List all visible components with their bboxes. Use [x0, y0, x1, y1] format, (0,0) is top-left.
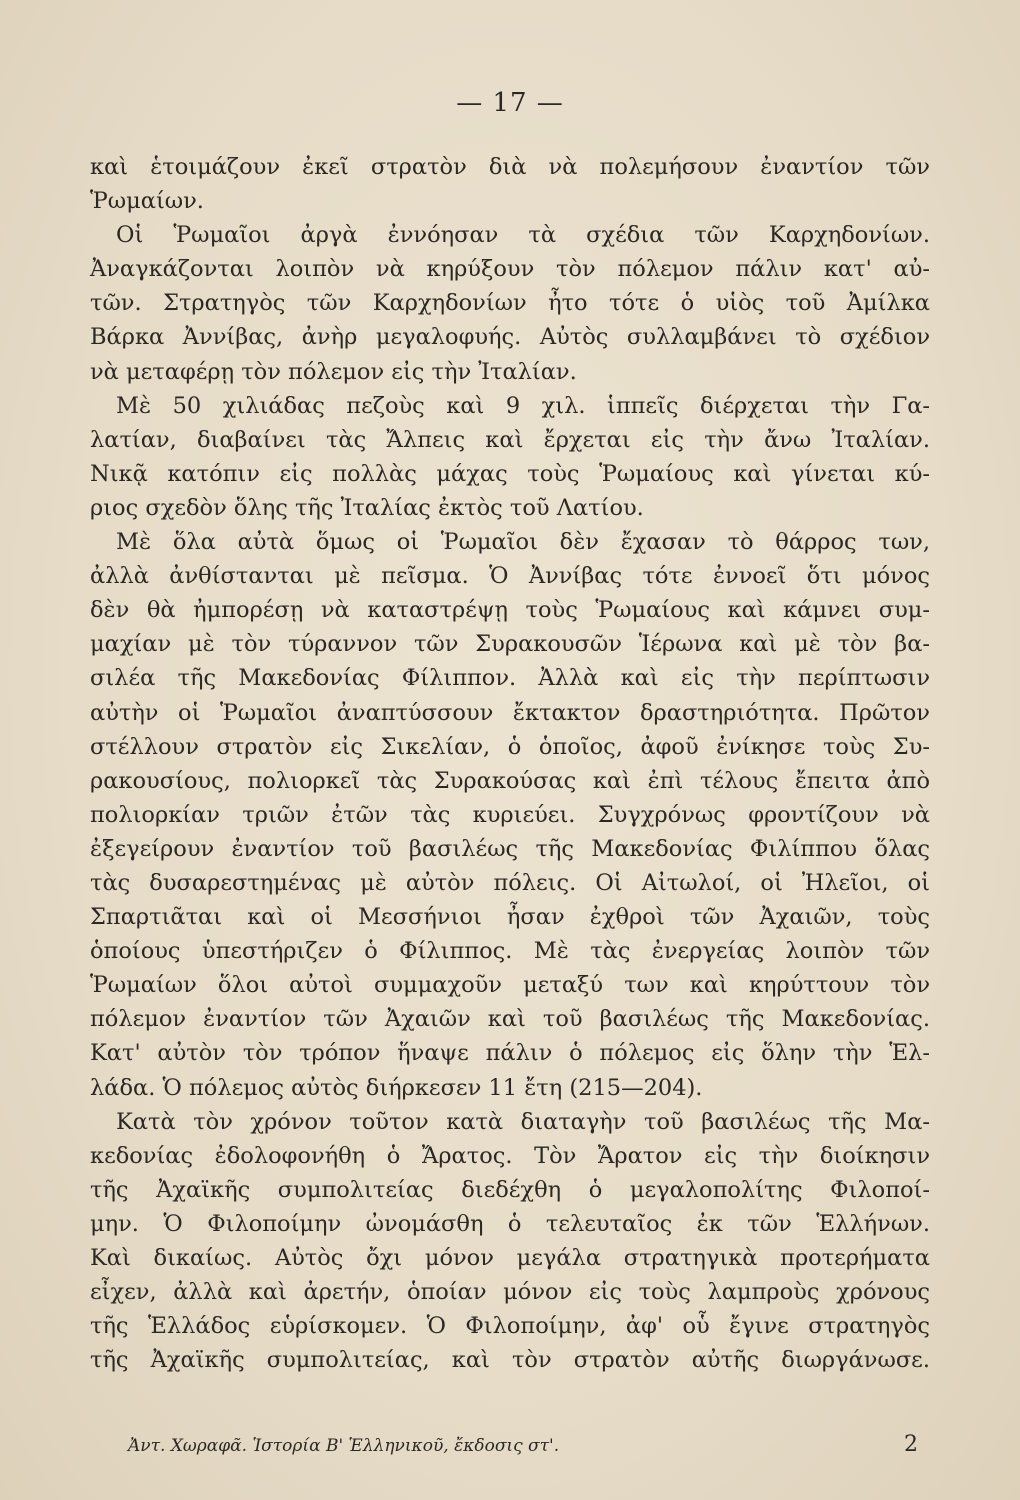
text-line: μαχίαν μὲ τὸν τύραννον τῶν Συρακουσῶν Ἱέρωνα καὶ μὲ τὸν βα-	[90, 631, 930, 658]
text-line: εἶχεν, ἀλλὰ καὶ ἀρετήν, ὁποίαν μόνον εἰς τοὺς λαμπροὺς χρόνους	[90, 1279, 930, 1306]
text-line: τὰς δυσαρεστημένας μὲ αὐτὸν πόλεις. Οἱ Αἰτωλοί, οἱ Ἠλεῖοι, οἱ	[90, 869, 930, 896]
text-line: Ἀναγκάζονται λοιπὸν νὰ κηρύξουν τὸν πόλεμον πάλιν κατ' αὐ-	[90, 256, 930, 283]
text-line: τῆς Ἀχαϊκῆς συμπολιτείας, καὶ τὸν στρατὸν αὐτῆς διωργάνωσε.	[90, 1347, 930, 1374]
text-line: σιλέα τῆς Μακεδονίας Φίλιππον. Ἀλλὰ καὶ εἰς τὴν περίπτωσιν	[90, 665, 930, 692]
text-line: λάδα. Ὁ πόλεμος αὐτὸς διήρκεσεν 11 ἔτη (215—204).	[90, 1074, 703, 1101]
text-line: τῶν. Στρατηγὸς τῶν Καρχηδονίων ἦτο τότε ὁ υἱὸς τοῦ Ἀμίλκα	[90, 290, 930, 317]
text-line: τῆς Ἀχαϊκῆς συμπολιτείας διεδέχθη ὁ μεγαλοπολίτης Φιλοποί-	[90, 1176, 930, 1203]
page-footer	[128, 1432, 918, 1457]
text-line: λατίαν, διαβαίνει τὰς Ἄλπεις καὶ ἔρχεται εἰς τὴν ἄνω Ἰταλίαν.	[90, 426, 930, 453]
text-line: ἐξεγείρουν ἐναντίον τοῦ βασιλέως τῆς Μακεδονίας Φιλίππου ὅλας	[90, 835, 930, 862]
text-line: Βάρκα Ἀννίβας, ἀνὴρ μεγαλοφυής. Αὐτὸς συλλαμβάνει τὸ σχέδιον	[90, 324, 930, 351]
text-line: στέλλουν στρατὸν εἰς Σικελίαν, ὁ ὁποῖος, ἀφοῦ ἐνίκησε τοὺς Συ-	[90, 733, 930, 760]
text-line: Μὲ 50 χιλιάδας πεζοὺς καὶ 9 χιλ. ἱππεῖς διέρχεται τὴν Γα-	[116, 392, 930, 419]
signature-mark: 2	[904, 1432, 918, 1457]
text-line: Οἱ Ῥωμαῖοι ἀργὰ ἐννόησαν τὰ σχέδια τῶν Καρχηδονίων.	[116, 222, 930, 249]
text-line: Σπαρτιᾶται καὶ οἱ Μεσσήνιοι ἦσαν ἐχθροὶ τῶν Ἀχαιῶν, τοὺς	[90, 904, 930, 931]
text-line: δὲν θὰ ἠμπορέσῃ νὰ καταστρέψῃ τοὺς Ῥωμαίους καὶ κάμνει συμ-	[90, 597, 930, 624]
text-line: τῆς Ἑλλάδος εὑρίσκομεν. Ὁ Φιλοποίμην, ἀφ' οὗ ἔγινε στρατηγὸς	[90, 1313, 930, 1340]
text-line: Ῥωμαίων.	[90, 188, 204, 215]
text-line: αὐτὴν οἱ Ῥωμαῖοι ἀναπτύσσουν ἔκτακτον δραστηριότητα. Πρῶτον	[90, 699, 930, 726]
text-line: Κατὰ τὸν χρόνον τοῦτον κατὰ διαταγὴν τοῦ βασιλέως τῆς Μα-	[116, 1108, 930, 1135]
text-line: Ῥωμαίων ὅλοι αὐτοὶ συμμαχοῦν μεταξύ των καὶ κηρύττουν τὸν	[90, 972, 930, 999]
text-line: ρακουσίους, πολιορκεῖ τὰς Συρακούσας καὶ ἐπὶ τέλους ἔπειτα ἀπὸ	[90, 767, 930, 794]
body-text	[90, 150, 930, 1377]
text-line: Κατ' αὐτὸν τὸν τρόπον ἥναψε πάλιν ὁ πόλεμος εἰς ὅλην τὴν Ἑλ-	[90, 1040, 930, 1067]
text-line: Μὲ ὅλα αὐτὰ ὅμως οἱ Ῥωμαῖοι δὲν ἔχασαν τὸ θάρρος των,	[116, 529, 930, 556]
text-line: ἀλλὰ ἀνθίστανται μὲ πεῖσμα. Ὁ Ἀννίβας τότε ἐννοεῖ ὅτι μόνος	[90, 563, 930, 590]
text-line: μην. Ὁ Φιλοποίμην ὠνομάσθη ὁ τελευταῖος ἐκ τῶν Ἑλλήνων.	[90, 1210, 930, 1237]
text-line: ριος σχεδὸν ὅλης τῆς Ἰταλίας ἐκτὸς τοῦ Λατίου.	[90, 494, 644, 521]
text-line: ὁποίους ὑπεστήριζεν ὁ Φίλιππος. Μὲ τὰς ἐνεργείας λοιπὸν τῶν	[90, 938, 930, 965]
footer-source: Ἀντ. Χωραφᾶ. Ἱστορία Β' Ἑλληνικοῦ, ἔκδοσις στ'.	[128, 1436, 560, 1456]
page-number: — 17 —	[456, 88, 564, 118]
text-line: νὰ μεταφέρῃ τὸν πόλεμον εἰς τὴν Ἰταλίαν.	[90, 358, 577, 385]
text-line: κεδονίας ἐδολοφονήθη ὁ Ἄρατος. Τὸν Ἄρατον εἰς τὴν διοίκησιν	[90, 1142, 930, 1169]
text-line: Καὶ δικαίως. Αὐτὸς ὄχι μόνον μεγάλα στρατηγικὰ προτερήματα	[90, 1245, 930, 1271]
text-line: καὶ ἑτοιμάζουν ἐκεῖ στρατὸν διὰ νὰ πολεμήσουν ἐναντίον τῶν	[90, 154, 930, 180]
text-line: πόλεμον ἐναντίον τῶν Ἀχαιῶν καὶ τοῦ βασιλέως τῆς Μακεδονίας.	[90, 1006, 930, 1033]
text-line: πολιορκίαν τριῶν ἐτῶν τὰς κυριεύει. Συγχρόνως φροντίζουν νὰ	[90, 801, 930, 828]
text-line: Νικᾷ κατόπιν εἰς πολλὰς μάχας τοὺς Ῥωμαίους καὶ γίνεται κύ-	[90, 460, 930, 487]
